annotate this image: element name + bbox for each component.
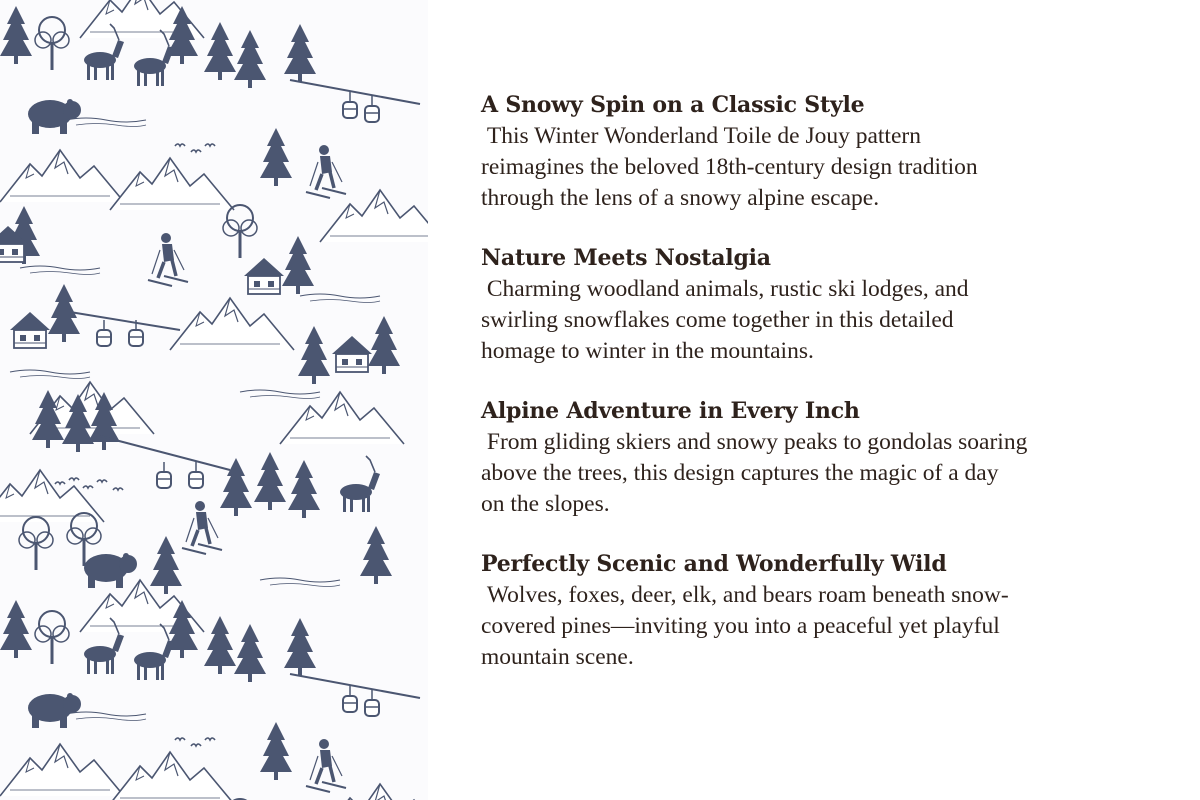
- section-heading: Alpine Adventure in Every Inch: [481, 398, 860, 424]
- section-body: From gliding skiers and snowy peaks to gondolas soaring above the trees, this design captures the magic of a day on the slopes.: [481, 429, 1028, 517]
- section-heading: Perfectly Scenic and Wonderfully Wild: [481, 551, 947, 577]
- section-nature-nostalgia: [481, 243, 1171, 367]
- section-heading: A Snowy Spin on a Classic Style: [481, 92, 865, 118]
- section-body: This Winter Wonderland Toile de Jouy pattern reimagines the beloved 18th-century design tradition through the lens of a snowy alpine escape.: [481, 123, 978, 211]
- section-perfectly-scenic: [481, 549, 1171, 673]
- section-body: Wolves, foxes, deer, elk, and bears roam beneath snow- covered pines—inviting you into a peaceful yet playful mountain scene.: [481, 582, 1009, 670]
- section-snowy-spin: [481, 90, 1171, 214]
- section-alpine-adventure: [481, 396, 1171, 520]
- winter-toile-pattern-image: [0, 0, 428, 800]
- description-text-panel: [481, 90, 1171, 702]
- section-heading: Nature Meets Nostalgia: [481, 245, 771, 271]
- section-body: Charming woodland animals, rustic ski lodges, and swirling snowflakes come together in this detailed homage to winter in the mountains.: [481, 276, 969, 364]
